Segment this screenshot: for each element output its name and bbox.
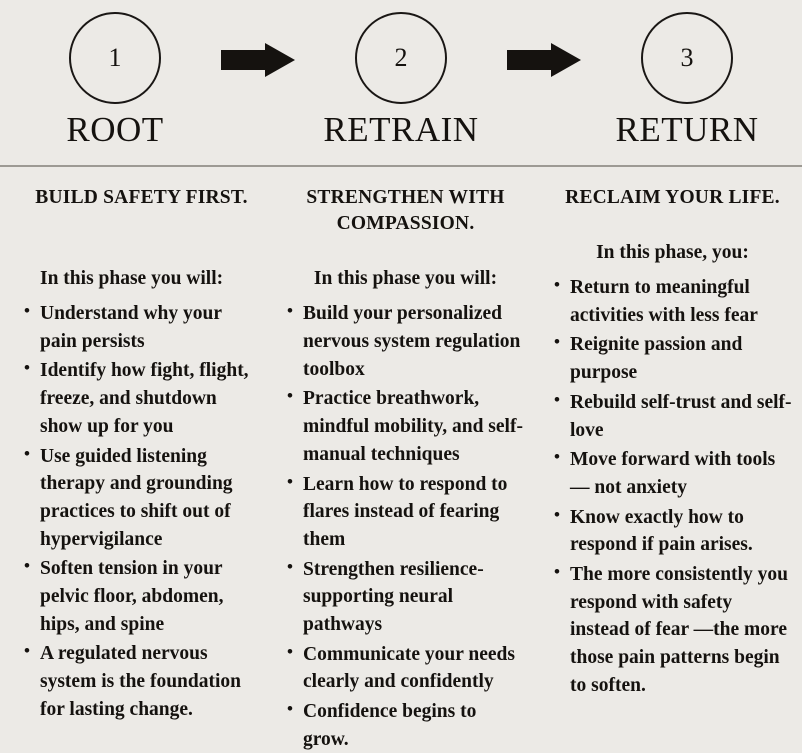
phase-point-list	[552, 274, 793, 699]
step-2-circle	[355, 12, 447, 104]
step-1-circle	[69, 12, 161, 104]
phase-intro: In this phase, you:	[596, 241, 749, 263]
phase-heading: BUILD SAFETY FIRST.	[35, 186, 248, 208]
list-item: • Practice breathwork, mindful mobility, and self-manual techniques	[285, 385, 526, 468]
list-item: • Use guided listening therapy and grounding practices to shift out of hypervigilance	[22, 443, 261, 554]
step-3	[573, 12, 801, 150]
list-item: • A regulated nervous system is the foundation for lasting change.	[22, 640, 261, 723]
list-item: • The more consistently you respond with safety instead of fear —the more those pain patterns begin to soften.	[552, 561, 793, 699]
phase-intro: In this phase you will:	[313, 268, 498, 290]
list-item: • Rebuild self-trust and self-love	[552, 389, 793, 444]
steps-band	[0, 0, 802, 165]
phase-heading: STRENGTHEN WITH COMPASSION.	[306, 186, 505, 234]
arrow-right-icon	[507, 43, 581, 77]
list-item: • Build your personalized nervous system regulation toolbox	[285, 300, 526, 383]
phase-point-list	[285, 300, 526, 753]
step-2-label: RETRAIN	[323, 110, 479, 149]
step-3-number: 3	[680, 43, 694, 72]
list-item: • Soften tension in your pelvic floor, abdomen, hips, and spine	[22, 555, 261, 638]
phase-heading: RECLAIM YOUR LIFE.	[565, 186, 780, 208]
step-2	[287, 12, 515, 150]
phase-intro: In this phase you will:	[40, 267, 224, 289]
list-item: • Identify how fight, flight, freeze, and shutdown show up for you	[22, 357, 261, 440]
list-item: • Return to meaningful activities with less fear	[552, 274, 793, 329]
step-1	[1, 12, 229, 150]
phase-columns	[0, 167, 802, 750]
step-2-number: 2	[394, 43, 408, 72]
list-item: • Learn how to respond to flares instead of fearing them	[285, 471, 526, 554]
step-3-label: RETURN	[615, 110, 759, 149]
list-item: • Strengthen resilience-supporting neural pathways	[285, 556, 526, 639]
list-item: • Communicate your needs clearly and confidently	[285, 641, 526, 696]
step-1-label: ROOT	[66, 110, 164, 149]
phase-column-retrain	[267, 167, 534, 750]
phase-point-list	[22, 300, 261, 723]
step-1-number: 1	[108, 43, 122, 72]
phase-column-return	[534, 167, 801, 740]
step-3-circle	[641, 12, 733, 104]
arrow-right-icon	[221, 43, 295, 77]
list-item: • Reignite passion and purpose	[552, 331, 793, 386]
list-item: • Know exactly how to respond if pain arises.	[552, 504, 793, 559]
list-item: • Confidence begins to grow.	[285, 698, 526, 753]
list-item: • Move forward with tools — not anxiety	[552, 446, 793, 501]
list-item: • Understand why your pain persists	[22, 300, 261, 355]
phase-column-root	[0, 167, 267, 740]
